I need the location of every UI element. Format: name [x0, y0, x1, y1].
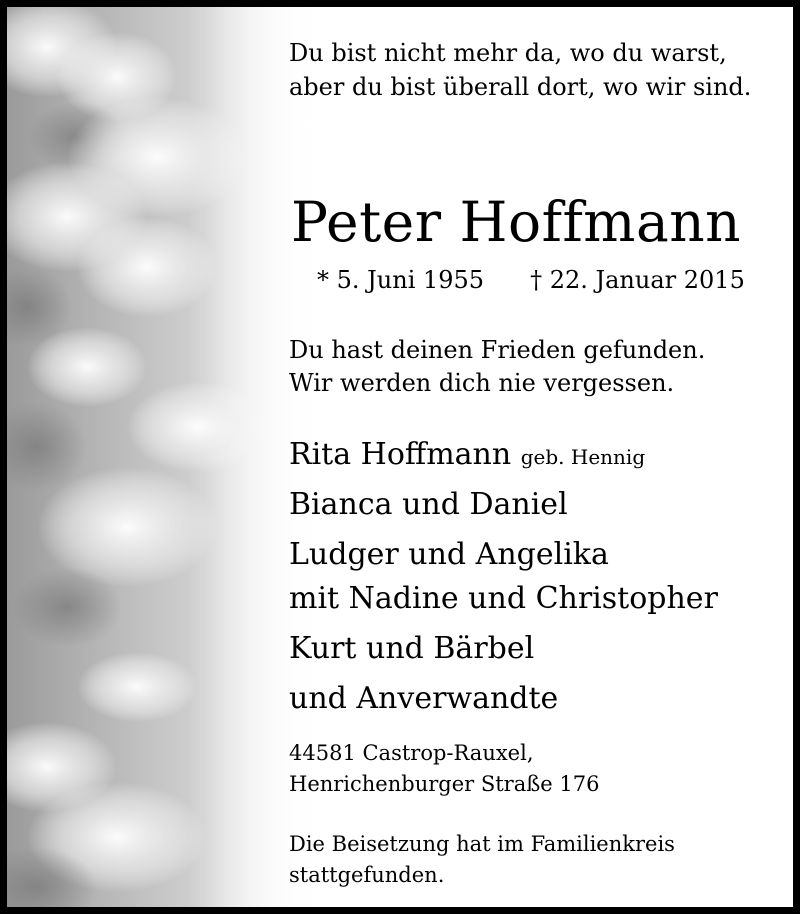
- mourner-name: Rita Hoffmann: [289, 437, 512, 472]
- mourner-entry: [289, 433, 718, 477]
- mourners-list: [289, 433, 718, 721]
- life-dates: [317, 263, 745, 297]
- farewell-line: Wir werden dich nie vergessen.: [289, 369, 675, 397]
- cloud-sky-image: [7, 7, 337, 907]
- birth-date: * 5. Juni 1955: [317, 266, 485, 294]
- death-date: † 22. Januar 2015: [530, 266, 745, 294]
- mourner-entry: mit Nadine und Christopher: [289, 581, 718, 616]
- address-line: 44581 Castrop-Rauxel,: [289, 741, 534, 765]
- quote-line: Du bist nicht mehr da, wo du warst,: [289, 39, 727, 67]
- farewell-line: Du hast deinen Frieden gefunden.: [289, 336, 706, 364]
- maiden-name: geb. Hennig: [520, 445, 646, 469]
- funeral-notice: [289, 829, 675, 891]
- mourner-entry: Kurt und Bärbel: [289, 631, 535, 666]
- funeral-line: Die Beisetzung hat im Familienkreis: [289, 832, 675, 856]
- mourner-entry: Bianca und Daniel: [289, 487, 568, 522]
- address-line: Henrichenburger Straße 176: [289, 772, 600, 796]
- memorial-quote: [289, 36, 751, 104]
- quote-line: aber du bist überall dort, wo wir sind.: [289, 73, 752, 101]
- farewell-message: [289, 334, 705, 400]
- mourner-entry: Ludger und Angelika: [289, 537, 609, 572]
- deceased-name: Peter Hoffmann: [291, 190, 742, 254]
- family-address: [289, 738, 599, 800]
- mourner-entry: und Anverwandte: [289, 681, 559, 716]
- funeral-line: stattgefunden.: [289, 863, 445, 887]
